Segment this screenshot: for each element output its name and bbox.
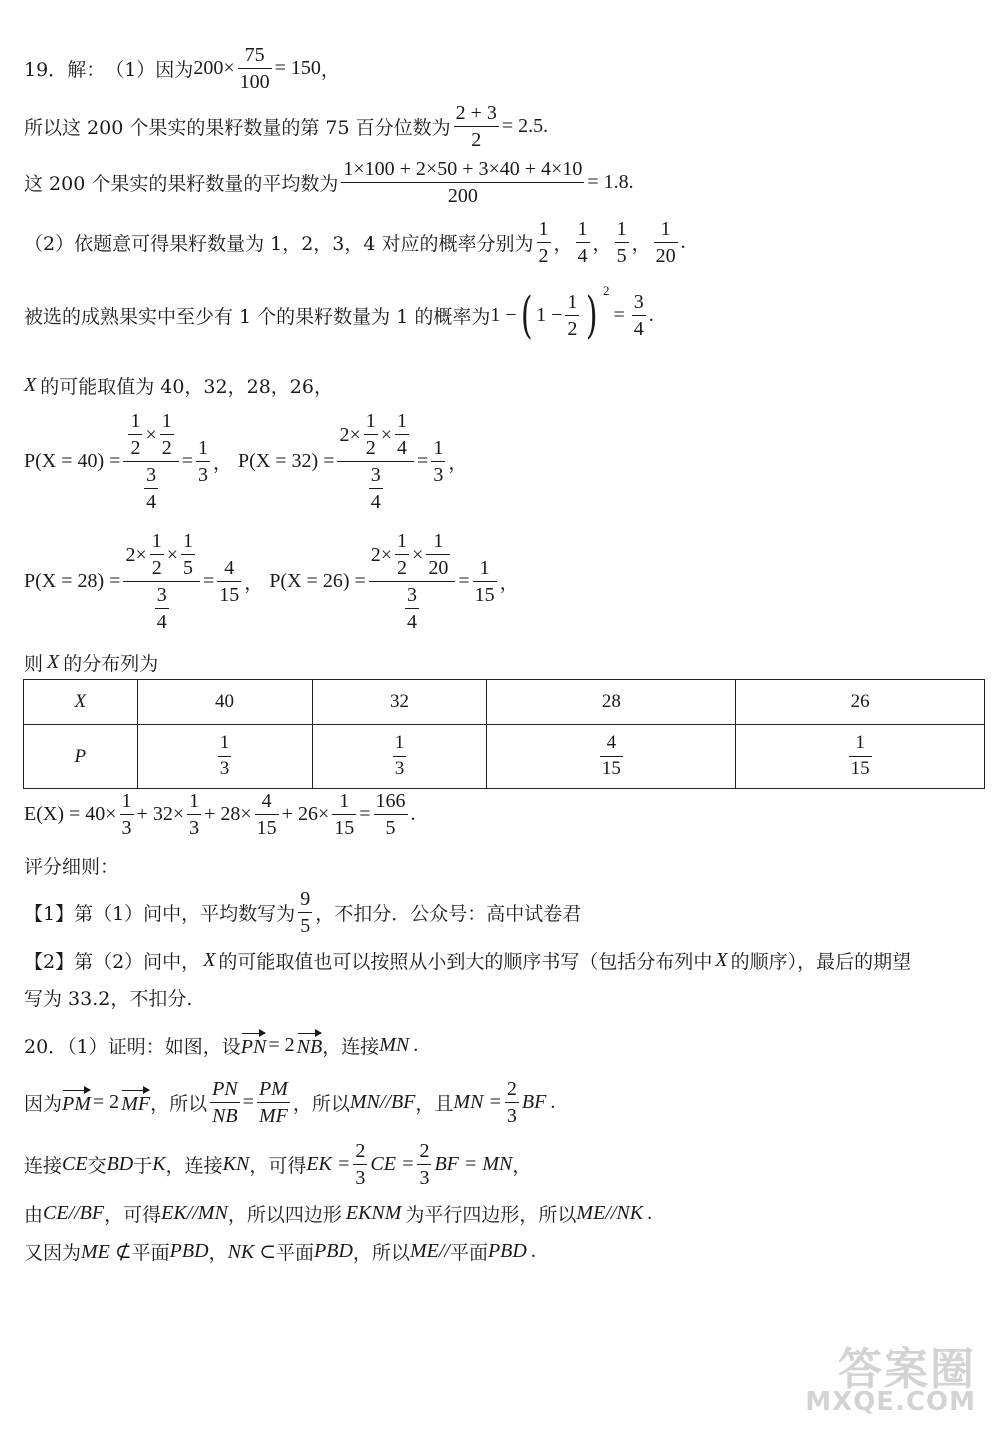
text: ，所以	[150, 1093, 208, 1115]
math: ME ⊄	[81, 1241, 132, 1263]
text: 评分细则：	[24, 856, 120, 878]
variable: KN	[222, 1153, 250, 1175]
fraction	[454, 102, 499, 151]
variable: EKNM	[345, 1202, 402, 1224]
numerator: 1	[339, 790, 350, 812]
fraction	[353, 1140, 367, 1189]
numerator: 2	[355, 1140, 366, 1162]
math: 1 −	[536, 303, 563, 326]
math: = 2	[92, 1091, 120, 1113]
distribution-table	[23, 679, 985, 789]
table-header-p: P	[24, 725, 138, 789]
denominator: 100	[239, 71, 270, 93]
denominator: 15	[474, 584, 495, 606]
q19-line-4	[24, 218, 686, 267]
numerator: 1	[855, 732, 865, 754]
math: + 28×	[204, 803, 252, 825]
text: 的可能取值也可以按照从小到大的顺序书写（包括分布列中	[218, 951, 713, 973]
numerator: 1	[433, 437, 444, 459]
text: ，所以	[292, 1093, 350, 1115]
coefficient: 2×	[125, 543, 147, 566]
math: EK//MN	[161, 1202, 228, 1224]
math: E(X) = 40×	[24, 803, 117, 825]
punct: .	[413, 1034, 419, 1056]
q19-prob-row-1	[24, 410, 467, 513]
math: ME//NK	[576, 1202, 644, 1224]
numerator: 1	[394, 732, 405, 754]
times: ×	[380, 423, 393, 446]
q19-line-5	[24, 283, 654, 344]
denominator: 2	[130, 437, 141, 459]
math: + 26×	[281, 803, 330, 825]
denominator	[150, 584, 174, 633]
text: 平面	[276, 1242, 315, 1264]
punct: ，	[512, 1155, 532, 1177]
fraction	[217, 557, 241, 606]
math: P(X = 40) =	[24, 450, 121, 472]
text: ，	[208, 1242, 228, 1264]
math: + 32×	[136, 803, 185, 825]
denominator: 200	[447, 185, 478, 207]
numerator: 1	[433, 530, 444, 552]
math: 200×	[193, 57, 235, 79]
math: =	[181, 450, 194, 472]
expectation-line	[24, 790, 416, 839]
text: 因为	[24, 1093, 63, 1115]
table-cell	[312, 725, 487, 789]
punct: ，	[448, 452, 468, 474]
denominator: 3	[121, 817, 132, 839]
table-header-x: X	[24, 680, 138, 725]
denominator: 15	[334, 817, 355, 839]
fraction	[565, 291, 579, 340]
fraction	[417, 1140, 431, 1189]
right-paren: )	[586, 286, 599, 344]
variable: BD	[106, 1153, 134, 1175]
watermark-logo	[770, 1333, 980, 1425]
punct: .	[543, 115, 549, 137]
table-cell	[736, 725, 985, 789]
text: ，且	[415, 1093, 454, 1115]
numerator: 1×100 + 2×50 + 3×40 + 4×10	[343, 158, 583, 180]
denominator: 3	[189, 817, 200, 839]
fraction	[473, 557, 497, 606]
q19-line-3	[24, 158, 634, 207]
denominator: 5	[183, 557, 194, 579]
numerator: 4	[261, 790, 272, 812]
text: 于	[133, 1155, 153, 1177]
left-paren: (	[520, 286, 533, 344]
variable: X	[24, 374, 37, 396]
text: 交	[87, 1155, 107, 1177]
text: 平面	[131, 1242, 170, 1264]
numerator: 1	[397, 530, 408, 552]
text: ，所以	[352, 1242, 410, 1264]
table-cell	[487, 725, 736, 789]
denominator: 2	[567, 317, 578, 340]
exponent: 2	[602, 283, 610, 298]
punct: .	[550, 1091, 556, 1113]
q20-line-2	[24, 1078, 555, 1127]
times: ×	[412, 543, 424, 566]
numerator: 1	[538, 218, 549, 240]
table-cell: 26	[736, 680, 985, 725]
text: 被选的成熟果实中至少有 1 个的果籽数量为 1 的概率为	[24, 305, 491, 328]
text: ，所以四边形	[227, 1204, 342, 1226]
numerator: 1	[365, 410, 376, 432]
fraction	[431, 437, 445, 486]
punct: ，	[499, 572, 519, 594]
math: =	[359, 803, 371, 825]
math: EK =	[306, 1153, 351, 1175]
fraction	[615, 218, 629, 267]
times: ×	[166, 543, 179, 566]
text: ，不扣分．公众号：高中试卷君	[315, 903, 582, 925]
numerator: 4	[606, 732, 617, 754]
table-cell: 32	[312, 680, 487, 725]
q19-line-1	[24, 44, 340, 93]
denominator: 4	[397, 437, 408, 459]
numerator: 1	[198, 437, 209, 459]
rubric-item-2	[24, 947, 911, 974]
text: 的顺序），最后的期望	[730, 951, 912, 973]
variable: X	[47, 651, 60, 673]
coefficient: 2×	[370, 543, 393, 566]
text: 【2】第（2）问中，	[24, 951, 201, 973]
variable: MN	[379, 1034, 410, 1056]
denominator: NB	[212, 1105, 238, 1127]
text: ，连接	[165, 1155, 223, 1177]
variable: BF	[521, 1091, 547, 1113]
fraction	[576, 218, 590, 267]
variable: PBD	[487, 1240, 527, 1262]
text: 所以这 200 个果实的果籽数量的第 75 百分位数为	[24, 117, 451, 139]
math: MN =	[453, 1091, 502, 1113]
watermark-url: MXQE.COM	[805, 1387, 976, 1417]
math: = 2.5	[501, 115, 544, 137]
math: =	[242, 1091, 254, 1113]
denominator: MF	[258, 1105, 288, 1127]
denominator: 2	[538, 245, 549, 267]
text: 为平行四边形，所以	[405, 1204, 577, 1226]
variable: PBD	[169, 1240, 209, 1262]
vector: PM	[62, 1089, 91, 1116]
q20-line-4	[24, 1200, 652, 1227]
text: 写为 33.2，不扣分.	[24, 988, 193, 1010]
q19-line-2	[24, 102, 548, 151]
q19-line-6	[24, 372, 333, 399]
denominator: 5	[300, 915, 311, 937]
denominator: 5	[385, 817, 396, 839]
variable: K	[152, 1153, 166, 1175]
numerator: 3	[407, 584, 418, 606]
denominator: 5	[616, 245, 627, 267]
punct: ，	[553, 233, 573, 255]
punct: ，	[592, 233, 612, 255]
numerator: 2	[506, 1078, 517, 1100]
text: 平面	[449, 1242, 488, 1264]
numerator: 1	[219, 732, 230, 754]
numerator: 9	[300, 888, 311, 910]
math: NK ⊂	[227, 1241, 277, 1263]
numerator: 3	[156, 584, 167, 606]
fraction	[505, 1078, 519, 1127]
q20-line-3	[24, 1140, 531, 1189]
numerator: 1	[479, 557, 490, 579]
math: MN//BF	[349, 1091, 416, 1113]
denominator: 3	[394, 758, 405, 779]
math: =	[203, 570, 215, 592]
math: = 2	[268, 1034, 295, 1056]
numerator: 2 + 3	[455, 102, 497, 124]
punct: .	[530, 1240, 536, 1262]
text: ，连接	[322, 1036, 380, 1058]
math: 1 −	[490, 303, 517, 326]
q19-prob-row-2	[24, 530, 519, 633]
text: 的分布列为	[63, 653, 159, 675]
denominator: 15	[256, 817, 277, 839]
numerator: 75	[244, 44, 265, 66]
compound-fraction	[123, 530, 200, 633]
text: 的可能取值为 40，32，28，26，	[40, 376, 333, 398]
text: 20．（1）证明：如图，设	[24, 1036, 241, 1058]
numerator: 1	[577, 218, 588, 240]
watermark-text: 答案圈	[838, 1344, 976, 1395]
denominator	[139, 464, 163, 513]
fraction	[632, 291, 646, 340]
denominator: 2	[161, 437, 172, 459]
denominator: 3	[433, 464, 444, 486]
variable: CE	[62, 1153, 88, 1175]
numerator	[337, 410, 414, 459]
denominator: 4	[633, 317, 644, 340]
denominator: 3	[506, 1105, 517, 1127]
numerator: 3	[370, 464, 381, 486]
vector: MF	[121, 1089, 150, 1116]
q20-line-1	[24, 1032, 418, 1059]
compound-fraction	[337, 410, 414, 513]
numerator: 1	[397, 410, 408, 432]
denominator: 4	[577, 245, 588, 267]
denominator: 4	[407, 611, 418, 633]
numerator: 1	[121, 790, 132, 812]
fraction	[120, 790, 134, 839]
variable: PBD	[314, 1240, 353, 1262]
text: 这 200 个果实的果籽数量的平均数为	[24, 173, 339, 195]
math: ME//	[409, 1240, 450, 1262]
variable: X	[203, 949, 216, 971]
numerator: PM	[258, 1078, 288, 1100]
solution-label: 解：	[67, 59, 106, 81]
math: = 150	[274, 57, 321, 79]
punct: ，	[320, 59, 340, 81]
punct: .	[647, 1202, 653, 1224]
punct: ，	[213, 452, 233, 474]
rubric-item-2-cont	[24, 984, 192, 1011]
fraction	[537, 218, 551, 267]
punct: ，	[631, 233, 651, 255]
fraction	[187, 790, 201, 839]
denominator: 15	[601, 758, 621, 779]
rubric-item-1	[24, 888, 581, 937]
fraction	[210, 1078, 240, 1127]
variable: X	[715, 949, 728, 971]
fraction	[332, 790, 356, 839]
denominator: 2	[365, 437, 376, 459]
denominator: 15	[219, 584, 240, 606]
denominator	[364, 464, 388, 513]
punct: ，	[244, 572, 264, 594]
q20-line-5	[24, 1238, 536, 1265]
text: 又因为	[24, 1242, 82, 1264]
denominator: 3	[355, 1167, 366, 1189]
table-cell: 28	[487, 680, 736, 725]
compound-fraction	[123, 410, 178, 513]
numerator	[123, 410, 178, 459]
fraction	[238, 44, 272, 93]
compound-fraction	[369, 530, 456, 633]
text: 连接	[24, 1155, 63, 1177]
denominator: 3	[198, 464, 209, 486]
numerator: 1	[660, 218, 671, 240]
fraction	[341, 158, 584, 207]
numerator: 1	[189, 790, 200, 812]
numerator: 1	[183, 530, 194, 552]
math: P(X = 26) =	[269, 570, 366, 592]
fraction	[196, 437, 210, 486]
punct: .	[680, 231, 686, 253]
fraction	[298, 888, 312, 937]
numerator	[123, 530, 200, 579]
denominator	[400, 584, 424, 633]
numerator: 4	[224, 557, 235, 579]
numerator: 166	[375, 790, 406, 812]
table-row	[24, 725, 985, 789]
math: P(X = 28) =	[24, 570, 121, 592]
numerator: 1	[161, 410, 172, 432]
denominator: 2	[151, 557, 162, 579]
numerator: 1	[130, 410, 141, 432]
table-cell: 40	[137, 680, 312, 725]
numerator: 1	[616, 218, 627, 240]
fraction	[654, 218, 678, 267]
denominator: 2	[397, 557, 408, 579]
denominator: 4	[156, 611, 167, 633]
punct: .	[410, 803, 416, 825]
part-label: （1）	[105, 59, 156, 81]
denominator: 3	[219, 758, 230, 779]
math: =	[613, 303, 625, 326]
math: =	[458, 570, 470, 592]
rubric-title	[24, 852, 119, 879]
math: =	[417, 450, 429, 472]
table-row	[24, 680, 985, 725]
coefficient: 2×	[339, 423, 361, 446]
numerator: 2	[419, 1140, 430, 1162]
text: 由	[24, 1204, 44, 1226]
numerator: 1	[567, 290, 578, 313]
numerator	[369, 530, 456, 579]
text: （2）依题意可得果籽数量为 1，2，3，4 对应的概率分别为	[24, 233, 534, 255]
text: ，可得	[104, 1204, 162, 1226]
math: CE//BF	[43, 1202, 105, 1224]
text: 因为	[155, 59, 194, 81]
math: CE =	[370, 1153, 415, 1175]
fraction	[374, 790, 408, 839]
math: P(X = 32) =	[238, 450, 335, 472]
denominator: 2	[471, 129, 482, 151]
vector: PN	[241, 1032, 267, 1059]
text: ，可得	[249, 1155, 307, 1177]
text: 则	[24, 653, 44, 675]
text: 【1】第（1）问中，平均数写为	[24, 903, 296, 925]
denominator: 20	[428, 557, 449, 579]
table-cell	[137, 725, 312, 789]
fraction	[255, 790, 279, 839]
denominator: 4	[370, 491, 381, 513]
denominator: 20	[655, 245, 676, 267]
math: BF = MN	[434, 1153, 513, 1175]
numerator: 3	[146, 464, 157, 486]
denominator: 15	[850, 758, 870, 779]
numerator: 3	[633, 290, 644, 313]
punct: .	[648, 303, 654, 326]
punct: .	[628, 171, 634, 193]
math: = 1.8	[587, 171, 629, 193]
denominator: 4	[146, 491, 157, 513]
denominator: 3	[419, 1167, 430, 1189]
fraction	[257, 1078, 290, 1127]
numerator: PN	[212, 1078, 238, 1100]
times: ×	[145, 423, 157, 446]
question-number: 19．	[24, 59, 68, 81]
numerator: 1	[151, 530, 162, 552]
vector: NB	[297, 1032, 323, 1059]
dist-intro	[24, 649, 158, 676]
